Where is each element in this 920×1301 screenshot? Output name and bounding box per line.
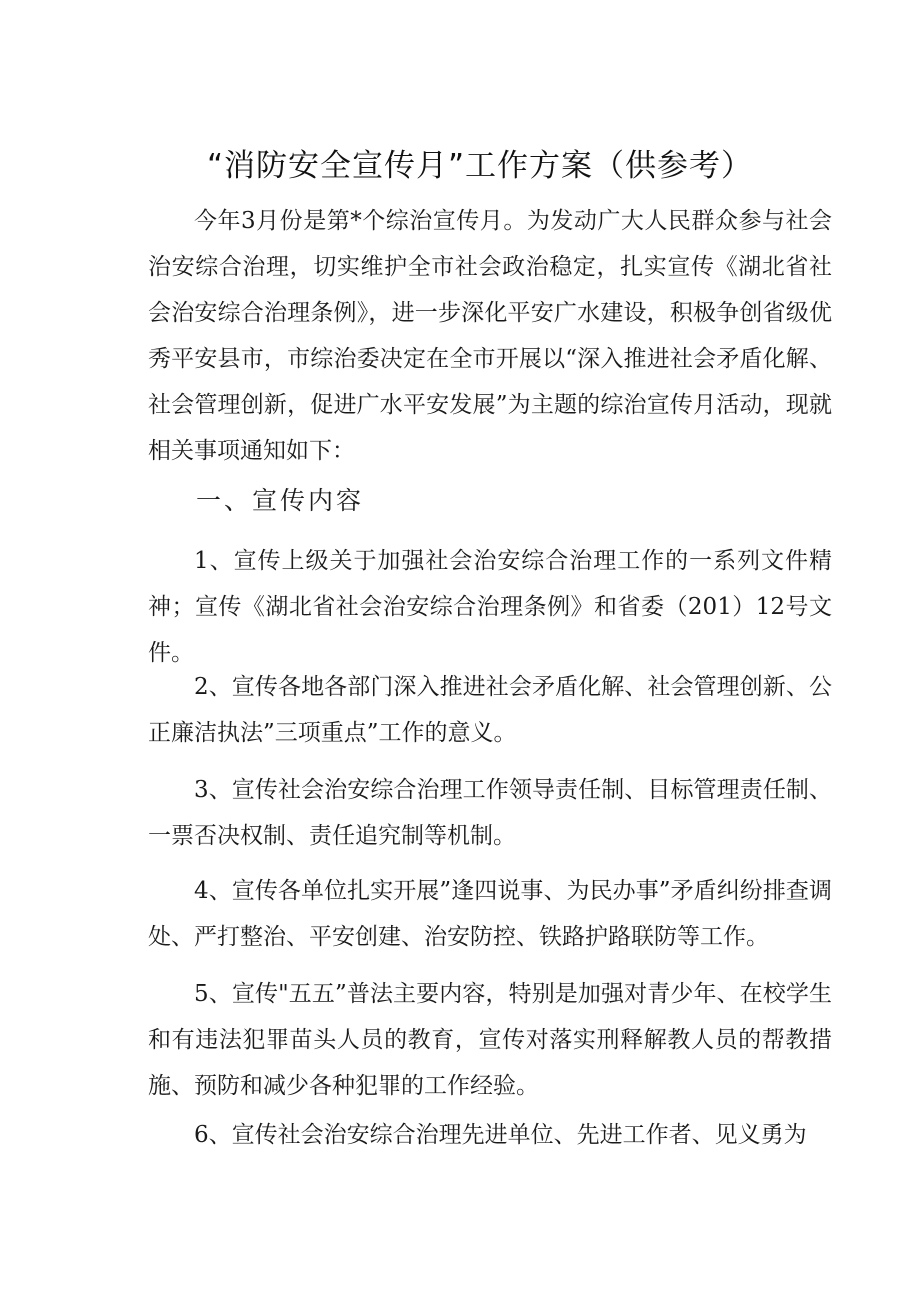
list-item-4: 4、宣传各单位扎实开展”逢四说事、为民办事”矛盾纠纷排查调处、严打整治、平安创建、治安防控、铁路护路联防等工作。 bbox=[148, 878, 832, 950]
document-title: “消防安全宣传月”工作方案（供参考） bbox=[206, 148, 754, 184]
list-item-6: 6、宣传社会治安综合治理先进单位、先进工作者、见义勇为 bbox=[194, 1122, 807, 1148]
list-item-5: 5、宣传"五五”普法主要内容，特别是加强对青少年、在校学生和有违法犯罪苗头人员的教育，宣传对落实刑释解教人员的帮教措施、预防和减少各种犯罪的工作经验。 bbox=[148, 981, 832, 1099]
list-item-1: 1、宣传上级关于加强社会治安综合治理工作的一系列文件精神；宣传《湖北省社会治安综合治理条例》和省委（201）12号文件。 bbox=[148, 548, 832, 666]
intro-paragraph: 今年3月份是第*个综治宣传月。为发动广大人民群众参与社会治安综合治理，切实维护全市社会政治稳定，扎实宣传《湖北省社会治安综合治理条例》，进一步深化平安广水建设，积极争创省级优秀平安县市，市综治委决定在全市开展以“深入推进社会矛盾化解、社会管理创新，促进广水平安发展”为主题的综治宣传月活动，现就相关事项通知如下： bbox=[148, 208, 832, 464]
list-item-3: 3、宣传社会治安综合治理工作领导责任制、目标管理责任制、一票否决权制、责任追究制等机制。 bbox=[148, 777, 832, 849]
section-heading-publicity-content: 一、宣传内容 bbox=[196, 486, 365, 515]
list-item-2: 2、宣传各地各部门深入推进社会矛盾化解、社会管理创新、公正廉洁执法”三项重点”工作的意义。 bbox=[148, 674, 832, 746]
